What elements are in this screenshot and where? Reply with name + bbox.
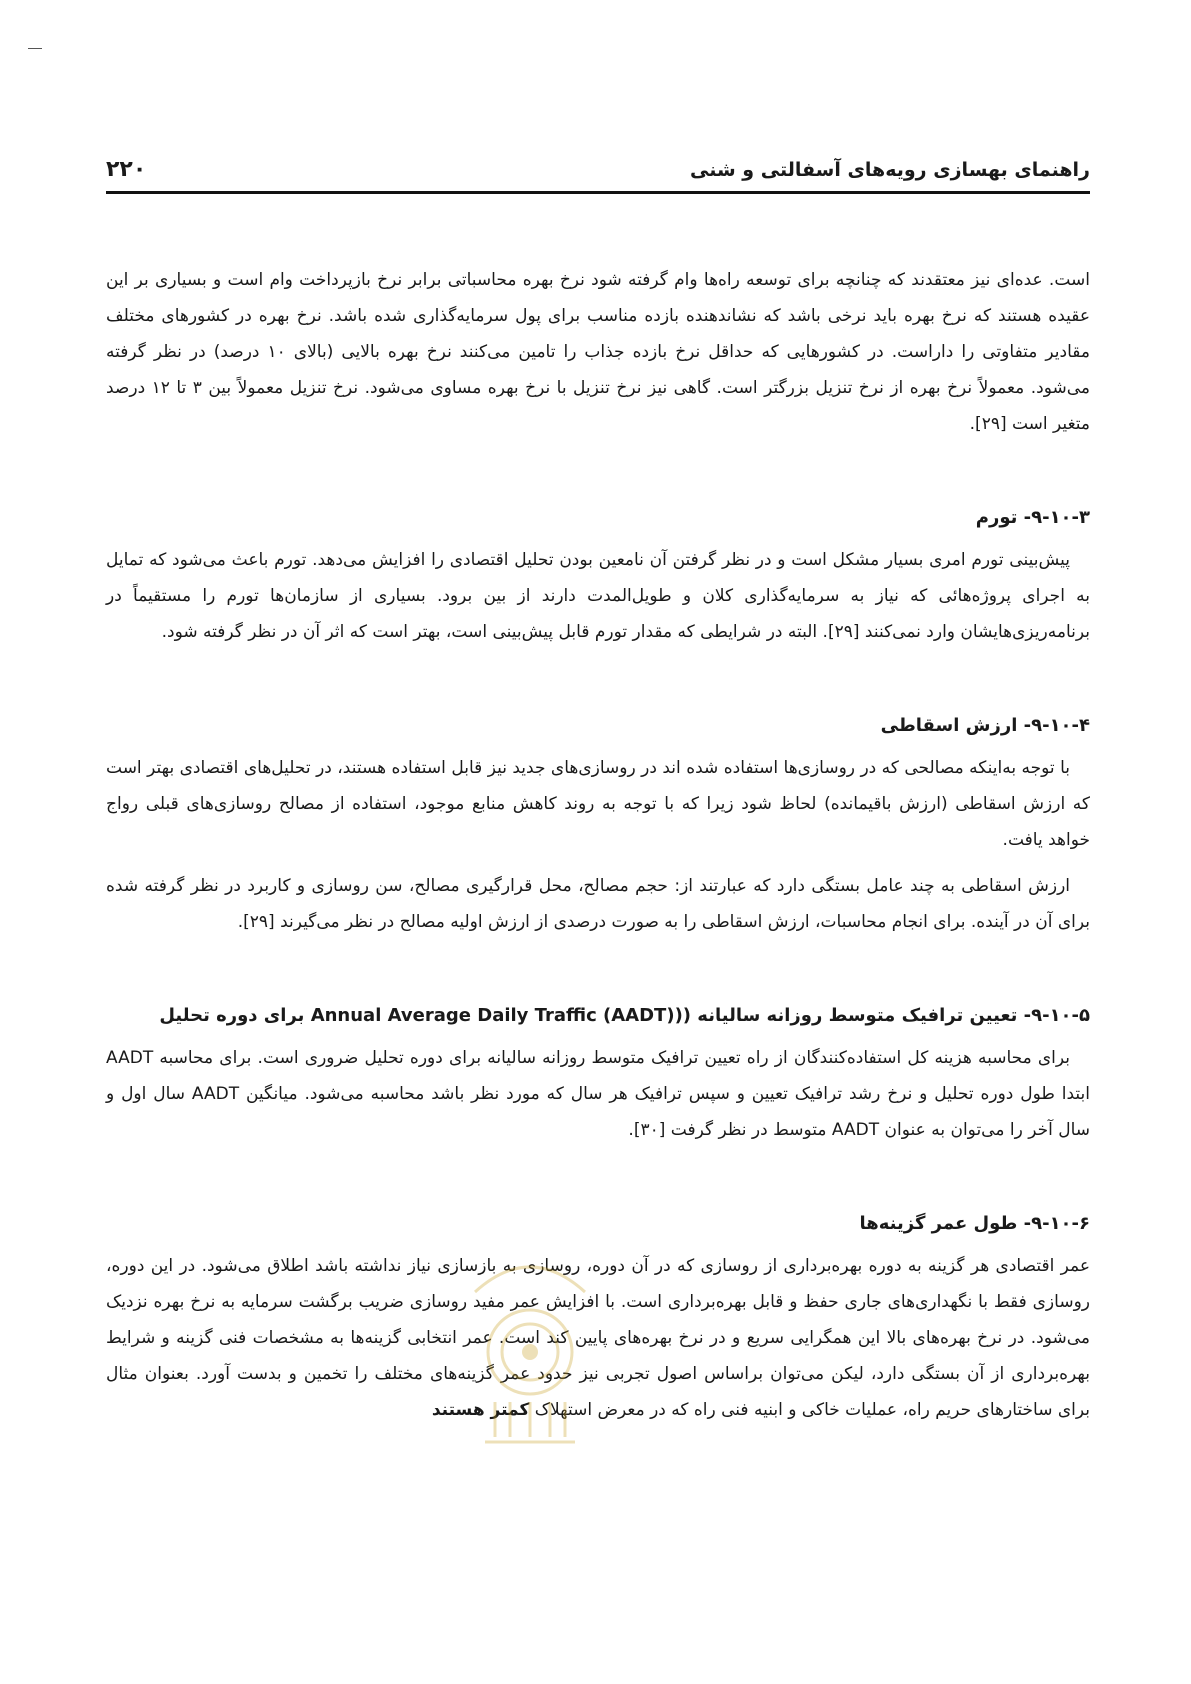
- life-paragraph-bold-tail: کمتر هستند: [431, 1400, 530, 1420]
- page-header: [106, 155, 1090, 195]
- life-paragraph: [106, 1248, 1090, 1428]
- page-number: ۲۲۰: [106, 157, 147, 182]
- intro-paragraph: است. عده‌ای نیز معتقدند که چنانچه برای توسعه راه‌ها وام گرفته شود نرخ بهره محاسباتی برابر نرخ بازپرداخت وام است و بسیاری بر این عقیده هستند که نرخ بهره باید نرخی باشد که نشاندهنده بازده مناسب برای پول سرمایه‌گذاری شده باشد. نرخ بهره در کشورهای مختلف مقادیر متفاوتی را داراست. در کشورهایی که حداقل نرخ بازده جذاب را تامین می‌کنند نرخ بهره بالایی (بالای ۱۰ درصد) در نظر گرفته می‌شود. معمولاً نرخ بهره از نرخ تنزیل بزرگتر است. گاهی نیز نرخ تنزیل با نرخ بهره مساوی می‌شود. نرخ تنزیل معمولاً بین ۳ تا ۱۲ درصد متغیر است [۲۹].: [106, 270, 1091, 434]
- page-corner-mark: [28, 48, 42, 49]
- header-rule: [106, 191, 1090, 194]
- inflation-paragraph: پیش‌بینی تورم امری بسیار مشکل است و در نظر گرفتن آن نامعین بودن تحلیل اقتصادی را افزایش می‌دهد. تورم باعث می‌شود که تمایل به اجرای پروژه‌هائی که نیاز به سرمایه‌گذاری کلان و طویل‌المدت دارند از بین برود. بسیاری از سازمان‌ها تورم را مستقیماً در برنامه‌ریزی‌هایشان وارد نمی‌کنند [۲۹]. البته در شرایطی که مقدار تورم قابل پیش‌بینی است، بهتر است که اثر آن در نظر گرفته شود.: [106, 550, 1090, 642]
- life-paragraph-text: عمر اقتصادی هر گزینه به دوره بهره‌برداری از روسازی که در آن دوره، روسازی به بازسازی نیاز نداشته باشد اطلاق می‌شود. در این دوره، روسازی فقط با نگهداری‌های جاری حفظ و قابل بهره‌برداری است. با افزایش عمر مفید روسازی ضریب برگشت سرمایه به نرخ بهره نزدیک می‌شود. در نرخ بهره‌های بالا این همگرایی سریع و در نرخ بهره‌های پایین کند است. عمر انتخابی گزینه‌ها به مشخصات فنی گزینه و شرایط بهره‌برداری از آن بستگی دارد، لیکن می‌توان براساس اصول تجربی نیز حدود عمر گزینه‌های مختلف را تخمین و بدست آورد. بعنوان مثال برای ساختارهای حریم راه، عملیات خاکی و ابنیه فنی راه که در معرض استهلاک: [106, 1256, 1090, 1420]
- aadt-paragraph: برای محاسبه هزینه کل استفاده‌کنندگان از راه تعیین ترافیک متوسط روزانه سالیانه برای دوره تحلیل ضروری است. برای محاسبه AADT ابتدا طول دوره تحلیل و نرخ رشد ترافیک تعیین و سپس ترافیک هر سال که مورد نظر باشد محاسبه می‌شود. میانگین AADT سال اول و سال آخر را می‌توان به عنوان AADT متوسط در نظر گرفت [۳۰].: [106, 1048, 1090, 1140]
- heading-salvage-value: ۹-۱۰-۴- ارزش اسقاطی: [880, 715, 1090, 736]
- heading-inflation: ۹-۱۰-۳- تورم: [975, 507, 1090, 528]
- salvage-paragraph-1: با توجه به‌اینکه مصالحی که در روسازی‌ها استفاده شده اند در روسازی‌های جدید نیز قابل استفاده هستند، در تحلیل‌های اقتصادی بهتر است که ارزش اسقاطی (ارزش باقیمانده) لحاظ شود زیرا که با توجه به روند کاهش منابع موجود، استفاده از مصالح روسازی‌های قبلی رواج خواهد یافت.: [106, 758, 1090, 850]
- heading-alternative-life: ۹-۱۰-۶- طول عمر گزینه‌ها: [859, 1213, 1090, 1234]
- page-body: [106, 262, 1090, 1428]
- heading-aadt: ۹-۱۰-۵- تعیین ترافیک متوسط روزانه سالیانه ((Annual Average Daily Traffic (AADT) برای دوره تحلیل: [159, 1005, 1090, 1026]
- salvage-paragraph-2: ارزش اسقاطی به چند عامل بستگی دارد که عبارتند از: حجم مصالح، محل قرارگیری مصالح، سن روسازی و کاربرد در نظر گرفته شده برای آن در آینده. برای انجام محاسبات، ارزش اسقاطی را به صورت درصدی از ارزش اولیه مصالح در نظر می‌گیرند [۲۹].: [106, 876, 1090, 932]
- running-title: راهنمای بهسازی رویه‌های آسفالتی و شنی: [690, 159, 1090, 181]
